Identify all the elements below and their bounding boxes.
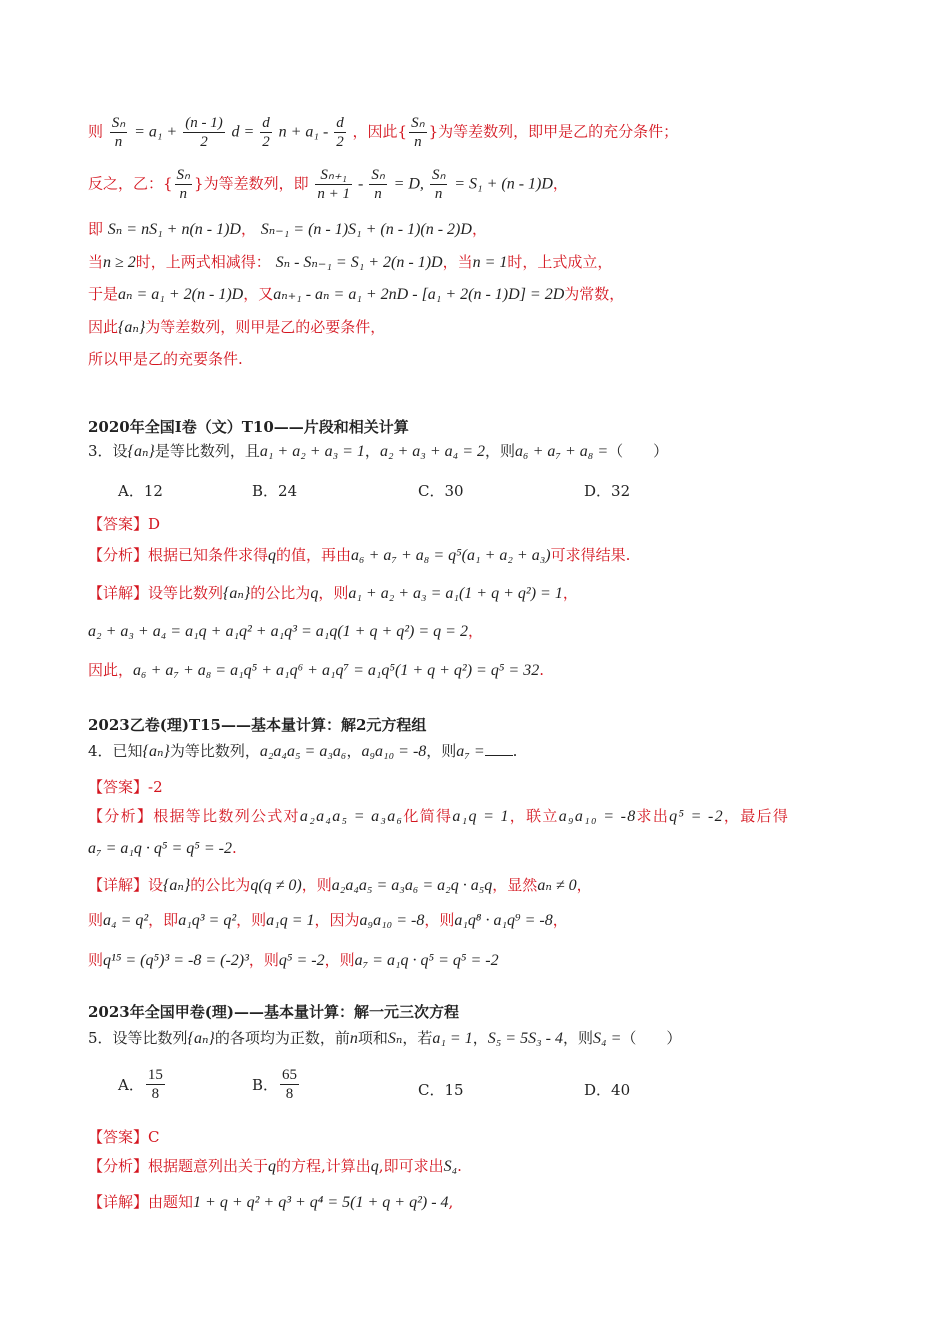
- text: 项和: [357, 1029, 388, 1047]
- fraction: [260, 114, 272, 151]
- text: 可求得结果.: [550, 546, 631, 564]
- text: ，: [240, 220, 256, 238]
- question-5-stem: [88, 1027, 681, 1050]
- text: 即: [88, 220, 104, 238]
- text: ，则: [562, 1029, 593, 1047]
- formula: q: [268, 547, 277, 564]
- fraction: [315, 166, 352, 203]
- text: 时，上式成立，: [507, 253, 613, 271]
- numerator: Sₙ₊₁: [315, 166, 352, 185]
- formula: a₂a₄a₅ = a₃a₆: [299, 808, 404, 825]
- section-heading-q3: 2020年全国Ⅰ卷（文）T10——片段和相关计算: [88, 418, 409, 436]
- formula: n: [349, 1030, 358, 1047]
- solution-line-6: [88, 316, 385, 339]
- answer-blank: [485, 741, 513, 756]
- text: ，则: [324, 951, 355, 969]
- text: ，: [576, 876, 592, 894]
- denominator: 2: [262, 134, 270, 150]
- text: 【分析】根据已知条件求得: [88, 546, 269, 564]
- text: 【分析】根据等比数列公式对: [88, 807, 300, 825]
- denominator: n: [114, 134, 123, 150]
- text: 【详解】设: [88, 876, 164, 894]
- denominator: n: [374, 186, 382, 202]
- option-d: D．40: [584, 1081, 631, 1099]
- formula: {aₙ}: [223, 585, 251, 602]
- option-label: A．: [118, 1076, 144, 1094]
- numerator: d: [336, 115, 344, 131]
- question-4-stem: [88, 740, 517, 763]
- solution-line-2: [88, 166, 568, 203]
- formula: 1 + q + q² + q³ + q⁴ = 5(1 + q + q²) - 4: [193, 1194, 449, 1211]
- formula: a₆ + a₇ + a₈ = q⁵(a₁ + a₂ + a₃): [351, 547, 551, 564]
- numerator: 65: [282, 1067, 298, 1083]
- question-5-analysis: [88, 1155, 462, 1178]
- question-3-analysis: [88, 544, 630, 567]
- question-3-detail: [88, 582, 578, 605]
- fraction: [334, 114, 346, 151]
- text: 为常数，: [564, 285, 625, 303]
- text: 则: [88, 911, 104, 929]
- formula: a₉a₁₀ = -8: [558, 808, 637, 825]
- text: ，又: [243, 285, 274, 303]
- option-b: [252, 1066, 301, 1103]
- formula: a₇ = a₁q · q⁵ = q⁵ = -2: [88, 840, 232, 857]
- option-d: D．32: [584, 482, 631, 500]
- text: 5．设等比数列: [88, 1029, 188, 1047]
- formula: a₉a₁₀ = -8: [359, 912, 425, 929]
- numerator: Sₙ: [176, 167, 191, 183]
- denominator: 2: [336, 134, 344, 150]
- denominator: n: [179, 186, 188, 202]
- fraction: [183, 114, 225, 151]
- formula: n + a₁ -: [278, 123, 333, 141]
- formula: n ≥ 2: [103, 254, 136, 271]
- text: 求出: [636, 807, 670, 825]
- text: ，则: [318, 584, 349, 602]
- formula: q: [370, 1158, 379, 1175]
- question-5-detail: [88, 1191, 453, 1214]
- text: 化简得: [403, 807, 453, 825]
- question-4-detail-line-3: [88, 949, 499, 972]
- text: ，联立: [509, 807, 559, 825]
- section-heading-q4: 2023乙卷(理)T15——基本量计算：解2元方程组: [88, 716, 427, 734]
- formula: a₁ = 1: [432, 1030, 473, 1047]
- denominator: 8: [285, 1086, 294, 1102]
- formula: a₂a₄a₅ = a₃a₆: [259, 743, 347, 760]
- text: 的各项均为正数，前: [214, 1029, 350, 1047]
- formula: n = 1: [472, 254, 508, 271]
- formula: q(q ≠ 0): [250, 877, 302, 894]
- denominator: n: [434, 186, 443, 202]
- text: 【详解】设等比数列: [88, 584, 224, 602]
- text: 3．设: [88, 442, 128, 460]
- text: 为等比数列，: [169, 742, 260, 760]
- question-4-detail-line-1: [88, 874, 592, 897]
- formula: aₙ = a₁ + 2(n - 1)D: [118, 286, 244, 303]
- section-heading-q5: 2023年全国甲卷(理)——基本量计算：解一元三次方程: [88, 1003, 459, 1021]
- formula: {aₙ}: [187, 1030, 215, 1047]
- formula: q: [268, 1158, 277, 1175]
- formula: {aₙ}: [118, 319, 146, 336]
- text: ，则: [424, 911, 455, 929]
- solution-line-4: [88, 251, 612, 274]
- numerator: d: [262, 115, 270, 131]
- solution-line-5: [88, 283, 624, 306]
- formula: {aₙ}: [163, 877, 191, 894]
- formula: q⁵ = -2: [669, 808, 724, 825]
- text: ，则: [248, 951, 279, 969]
- option-a: [118, 1066, 167, 1103]
- question-3-detail-line-2: [88, 620, 483, 643]
- text: 当: [88, 253, 104, 271]
- formula: a₁q⁸ · a₁q⁹ = -8: [454, 912, 553, 929]
- text: 为等差数列，则甲是乙的必要条件，: [145, 318, 386, 336]
- text: ，: [364, 442, 380, 460]
- formula: aₙ₊₁ - aₙ = a₁ + 2nD - [a₁ + 2(n - 1)D] = 2D: [273, 286, 565, 303]
- question-3-options: [118, 480, 678, 502]
- formula: a₇ = a₁q · q⁵ = q⁵ = -2: [354, 952, 499, 969]
- formula: = a₁ +: [134, 123, 182, 141]
- text: .: [231, 839, 237, 857]
- formula: S₅ = 5S₃ - 4: [487, 1030, 563, 1047]
- formula: a₆ + a₇ + a₈ = a₁q⁵ + a₁q⁶ + a₁q⁷ = a₁q⁵(1 + q + q²) = q⁵ = 32: [133, 662, 540, 679]
- formula: a₇ =: [456, 743, 485, 760]
- formula: a₉a₁₀ = -8: [361, 743, 427, 760]
- text: ，: [552, 174, 568, 193]
- option-a: A．12: [118, 482, 163, 500]
- formula: S₄: [443, 1158, 458, 1175]
- text: ，若: [402, 1029, 433, 1047]
- text: ，: [562, 584, 578, 602]
- denominator: n + 1: [317, 186, 350, 202]
- text: 【分析】根据题意列出关于: [88, 1157, 269, 1175]
- formula: a₂ + a₃ + a₄ = a₁q + a₁q² + a₁q³ = a₁q(1 + q + q²) = q = 2: [88, 623, 468, 640]
- formula: {aₙ}: [127, 443, 155, 460]
- denominator: 2: [200, 134, 208, 150]
- denominator: n: [414, 134, 422, 150]
- solution-line-3: [88, 218, 487, 241]
- text: ，: [472, 1029, 488, 1047]
- formula: q⁵ = -2: [278, 952, 325, 969]
- text: 【详解】由题知: [88, 1193, 194, 1211]
- formula: = D,: [393, 175, 428, 193]
- formula: = S₁ + (n - 1)D: [454, 175, 553, 193]
- text: ，当: [442, 253, 473, 271]
- formula: d =: [231, 123, 259, 141]
- text: （ ）: [608, 442, 669, 460]
- formula: a₁ + a₂ + a₃ = a₁(1 + q + q²) = 1: [348, 585, 563, 602]
- question-4-detail-line-2: [88, 909, 568, 932]
- text: 反之，乙：{: [88, 174, 173, 193]
- fraction: [280, 1066, 299, 1103]
- formula: -: [353, 175, 368, 193]
- text: ，则: [426, 742, 457, 760]
- fraction: [146, 1066, 165, 1103]
- text: ，则: [236, 911, 267, 929]
- text: 4．已知: [88, 742, 143, 760]
- formula: a₂a₄a₅ = a₃a₆ = a₂q · a₅q: [331, 877, 493, 894]
- formula: a₄ = q²: [103, 912, 149, 929]
- text: .: [457, 1157, 462, 1175]
- text: .: [512, 742, 518, 760]
- text: ，则: [301, 876, 332, 894]
- question-3-detail-line-3: [88, 659, 544, 682]
- formula: a₆ + a₇ + a₈ =: [515, 443, 609, 460]
- text: 于是: [88, 285, 119, 303]
- question-4-analysis: [88, 805, 789, 828]
- numerator: Sₙ: [111, 115, 126, 131]
- option-c: C．15: [418, 1081, 464, 1099]
- formula: a₂ + a₃ + a₄ = 2: [379, 443, 486, 460]
- question-5-options: [118, 1066, 678, 1106]
- formula: Sₙ₋₁ = (n - 1)S₁ + (n - 1)(n - 2)D: [260, 221, 472, 238]
- fraction: [409, 114, 426, 151]
- fraction: [175, 166, 192, 203]
- formula: aₙ ≠ 0: [537, 877, 577, 894]
- text: （ ）: [621, 1029, 682, 1047]
- fraction: [369, 166, 386, 203]
- text: 的公比为: [190, 876, 251, 894]
- text: .: [539, 661, 544, 679]
- text: }为等差数列，即: [194, 174, 309, 193]
- formula: a₁q = 1: [452, 808, 510, 825]
- text: ，: [552, 911, 568, 929]
- formula: q¹⁵ = (q⁵)³ = -8 = (-2)³: [103, 952, 249, 969]
- formula: Sₙ - Sₙ₋₁ = S₁ + 2(n - 1)D: [275, 254, 443, 271]
- solution-line-7: [88, 348, 243, 370]
- numerator: Sₙ: [431, 167, 446, 183]
- text: ,: [448, 1193, 454, 1211]
- text: ，: [467, 622, 483, 640]
- option-c: C．30: [418, 482, 464, 500]
- formula: a₁q = 1: [266, 912, 315, 929]
- solution-line-1: [88, 114, 678, 151]
- denominator: 8: [151, 1086, 160, 1102]
- text: 是等比数列，且: [154, 442, 260, 460]
- text: 的方程,计算出: [276, 1157, 371, 1175]
- formula: a₁ + a₂ + a₃ = 1: [259, 443, 365, 460]
- text: 因此: [88, 318, 119, 336]
- formula: a₁q³ = q²: [178, 912, 237, 929]
- text: 所以甲是乙的充要条件.: [88, 350, 243, 368]
- text: }为等差数列，即甲是乙的充分条件；: [428, 122, 679, 141]
- text: ,即可求出: [378, 1157, 444, 1175]
- question-5-answer: 【答案】C: [88, 1128, 160, 1146]
- option-label: B．: [252, 1076, 279, 1094]
- fraction: [110, 114, 127, 151]
- text: ，最后得: [723, 807, 790, 825]
- question-3-answer: 【答案】D: [88, 515, 161, 533]
- question-4-answer: 【答案】-2: [88, 778, 163, 796]
- text: ，显然: [492, 876, 538, 894]
- numerator: (n - 1): [185, 115, 223, 131]
- text: 的公比为: [250, 584, 311, 602]
- numerator: Sₙ: [371, 167, 385, 183]
- text: ，: [346, 742, 362, 760]
- question-4-analysis-line-2: [88, 837, 237, 860]
- text: 的值，再由: [276, 546, 352, 564]
- numerator: Sₙ: [411, 115, 425, 131]
- text: ，即: [148, 911, 179, 929]
- text: 时，上两式相减得：: [135, 253, 271, 271]
- text: 则: [88, 122, 104, 141]
- formula: Sₙ = nS₁ + n(n - 1)D: [107, 221, 241, 238]
- formula: Sₙ: [387, 1030, 403, 1047]
- text: ，则: [485, 442, 516, 460]
- fraction: [430, 166, 447, 203]
- numerator: 15: [147, 1067, 163, 1083]
- formula: q: [310, 585, 319, 602]
- question-3-stem: [88, 440, 668, 463]
- option-b: B．24: [252, 482, 298, 500]
- formula: S₄ =: [593, 1030, 622, 1047]
- formula: {aₙ}: [142, 743, 170, 760]
- text: 因此，: [88, 661, 134, 679]
- text: ，因为: [314, 911, 360, 929]
- text: ，: [471, 220, 487, 238]
- text: 则: [88, 951, 104, 969]
- text: ，因此{: [352, 122, 408, 141]
